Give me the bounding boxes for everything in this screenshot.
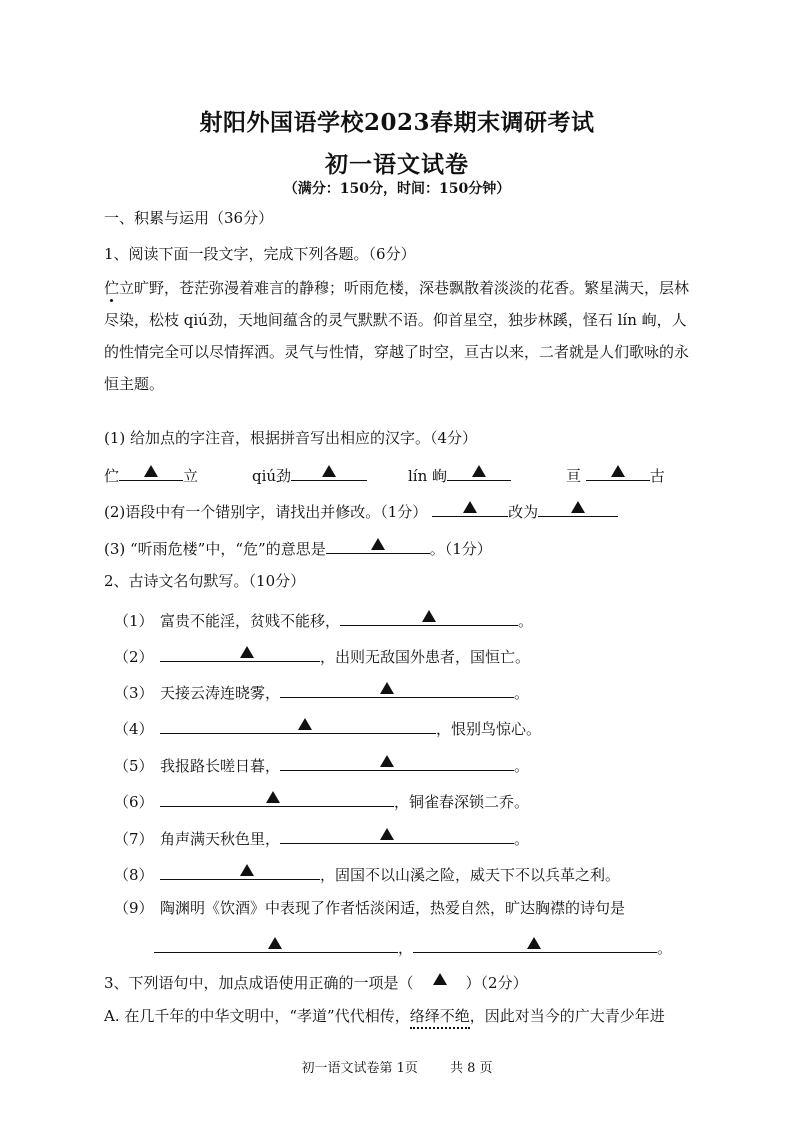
option-text: A. 在几千年的中华文明中，“孝道”代代相传， [104, 1007, 410, 1025]
sub3-text: (3) “听雨危楼”中，“危”的意思是 [104, 540, 326, 558]
sub3-suffix: 。（1分） [429, 540, 492, 558]
sub-question-3 [104, 535, 492, 559]
item-text: lín 峋 [408, 467, 448, 485]
poem-item [114, 861, 620, 885]
item-number: （9） [114, 899, 154, 917]
answer-blank[interactable] [291, 462, 367, 481]
answer-blank[interactable] [326, 535, 430, 554]
poem-item [114, 643, 530, 667]
item-number: （2） [114, 648, 154, 666]
triangle-marker-icon [433, 973, 447, 985]
sub-question-1: (1) 给加点的字注音，根据拼音写出相应的汉字。（4分） [104, 429, 478, 447]
pinyin-item-3 [408, 462, 511, 486]
item-text: 角声满天秋色里， [160, 830, 281, 848]
question-1-prompt: 1、阅读下面一段文字，完成下列各题。（6分） [104, 245, 416, 263]
score-info: （满分：150分，时间：150分钟） [283, 181, 511, 197]
answer-blank[interactable] [280, 679, 514, 698]
reading-passage [104, 272, 739, 400]
sub2-mid: 改为 [508, 503, 539, 521]
item-text: 天接云涛连晓雾， [160, 684, 281, 702]
exam-subtitle: 初一语文试卷 [325, 151, 469, 178]
dotted-char: 伫 [104, 279, 120, 297]
triangle-marker-icon [380, 682, 394, 694]
passage-line [104, 272, 739, 304]
triangle-marker-icon [380, 755, 394, 767]
pinyin-item-4 [566, 462, 665, 486]
poem-item-9-answers [154, 934, 672, 958]
triangle-marker-icon [144, 465, 158, 477]
poem-item [114, 825, 529, 849]
answer-blank[interactable] [119, 462, 183, 481]
passage-line: 尽染，松枝 qiú劲，天地间蕴含的灵气默默不语。仰首星空，独步林蹊，怪石 lín 峋，人 [104, 311, 687, 329]
item-text: 。 [514, 830, 530, 848]
item-number: （8） [114, 866, 154, 884]
triangle-marker-icon [463, 501, 477, 513]
triangle-marker-icon [240, 864, 254, 876]
passage-text: 立旷野，苍茫弥漫着难言的静穆；听雨危楼，深巷飘散着淡淡的花香。繁星满天，层林 [119, 279, 690, 297]
passage-line: 的性情完全可以尽情挥洒。灵气与性情，穿越了时空，亘古以来，二者就是人们歌咏的永 [104, 343, 690, 361]
exam-title: 射阳外国语学校2023春期末调研考试 [199, 109, 595, 136]
item-text: 立 [183, 467, 199, 485]
item-text: 。 [657, 939, 673, 957]
triangle-marker-icon [240, 646, 254, 658]
item-number: （4） [114, 720, 154, 738]
page-label: 初一语文试卷第 1页 [301, 1061, 418, 1076]
item-text: 。 [518, 612, 534, 630]
answer-blank[interactable] [280, 752, 514, 771]
item-text: 伫 [104, 467, 120, 485]
poem-item [114, 788, 529, 812]
poem-item [114, 752, 529, 776]
triangle-marker-icon [268, 937, 282, 949]
item-number: （3） [114, 684, 154, 702]
item-number: （7） [114, 830, 154, 848]
section-heading: 一、积累与运用（36分） [104, 209, 274, 227]
triangle-marker-icon [571, 501, 585, 513]
option-a [104, 1006, 665, 1026]
option-text: ，因此对当今的广大青少年进 [469, 1007, 665, 1025]
poem-item [114, 898, 625, 918]
item-number: （6） [114, 793, 154, 811]
answer-blank[interactable] [340, 607, 518, 626]
triangle-marker-icon [611, 465, 625, 477]
q3-text: 3、下列语句中，加点成语使用正确的一项是（ [104, 974, 414, 992]
answer-blank[interactable] [160, 861, 320, 880]
answer-blank[interactable] [538, 498, 618, 517]
item-text: 富贵不能淫，贫贱不能移， [160, 612, 341, 630]
answer-blank[interactable] [447, 462, 511, 481]
dotted-idiom: 络绎不绝 [410, 1007, 470, 1029]
triangle-marker-icon [422, 610, 436, 622]
answer-blank[interactable] [160, 643, 320, 662]
sub2-text: (2)语段中有一个错别字，请找出并修改。（1分） [104, 503, 428, 521]
page-footer [0, 1057, 794, 1076]
item-text: ，铜雀春深锁二乔。 [394, 793, 530, 811]
q3-text: ）（2分） [465, 974, 528, 992]
triangle-marker-icon [380, 828, 394, 840]
item-text: ，恨别鸟惊心。 [436, 720, 542, 738]
item-text: 陶渊明《饮酒》中表现了作者恬淡闲适，热爱自然，旷达胸襟的诗句是 [160, 899, 626, 917]
item-text: ， [398, 939, 414, 957]
poem-item [114, 679, 529, 703]
answer-blank[interactable] [280, 825, 514, 844]
item-number: （1） [114, 612, 154, 630]
sub-question-2 [104, 498, 618, 522]
triangle-marker-icon [266, 791, 280, 803]
pinyin-item-2 [252, 462, 367, 486]
question-2-prompt: 2、古诗文名句默写。（10分） [104, 572, 306, 590]
answer-blank[interactable] [154, 934, 398, 953]
answer-blank[interactable] [413, 934, 657, 953]
item-text: 。 [514, 757, 530, 775]
answer-blank[interactable] [586, 462, 650, 481]
passage-line: 恒主题。 [104, 375, 165, 393]
item-text: 古 [649, 467, 665, 485]
item-text: 亘 [566, 467, 582, 485]
poem-item [114, 607, 533, 631]
item-text: ，固国不以山溪之险，威天下不以兵革之利。 [320, 866, 621, 884]
item-text: qiú劲 [252, 467, 292, 485]
pinyin-item-1 [104, 462, 198, 486]
poem-item [114, 715, 541, 739]
item-number: （5） [114, 757, 154, 775]
question-3-prompt [104, 970, 528, 993]
item-text: 我报路长嗟日暮， [160, 757, 281, 775]
triangle-marker-icon [322, 465, 336, 477]
triangle-marker-icon [371, 538, 385, 550]
triangle-marker-icon [527, 937, 541, 949]
triangle-marker-icon [298, 718, 312, 730]
answer-blank[interactable] [160, 788, 394, 807]
answer-blank[interactable] [432, 498, 508, 517]
answer-blank[interactable] [160, 715, 436, 734]
item-text: 。 [514, 684, 530, 702]
triangle-marker-icon [472, 465, 486, 477]
total-pages: 共 8 页 [450, 1061, 493, 1076]
item-text: ，出则无敌国外患者，国恒亡。 [320, 648, 531, 666]
answer-slot[interactable] [414, 970, 466, 988]
